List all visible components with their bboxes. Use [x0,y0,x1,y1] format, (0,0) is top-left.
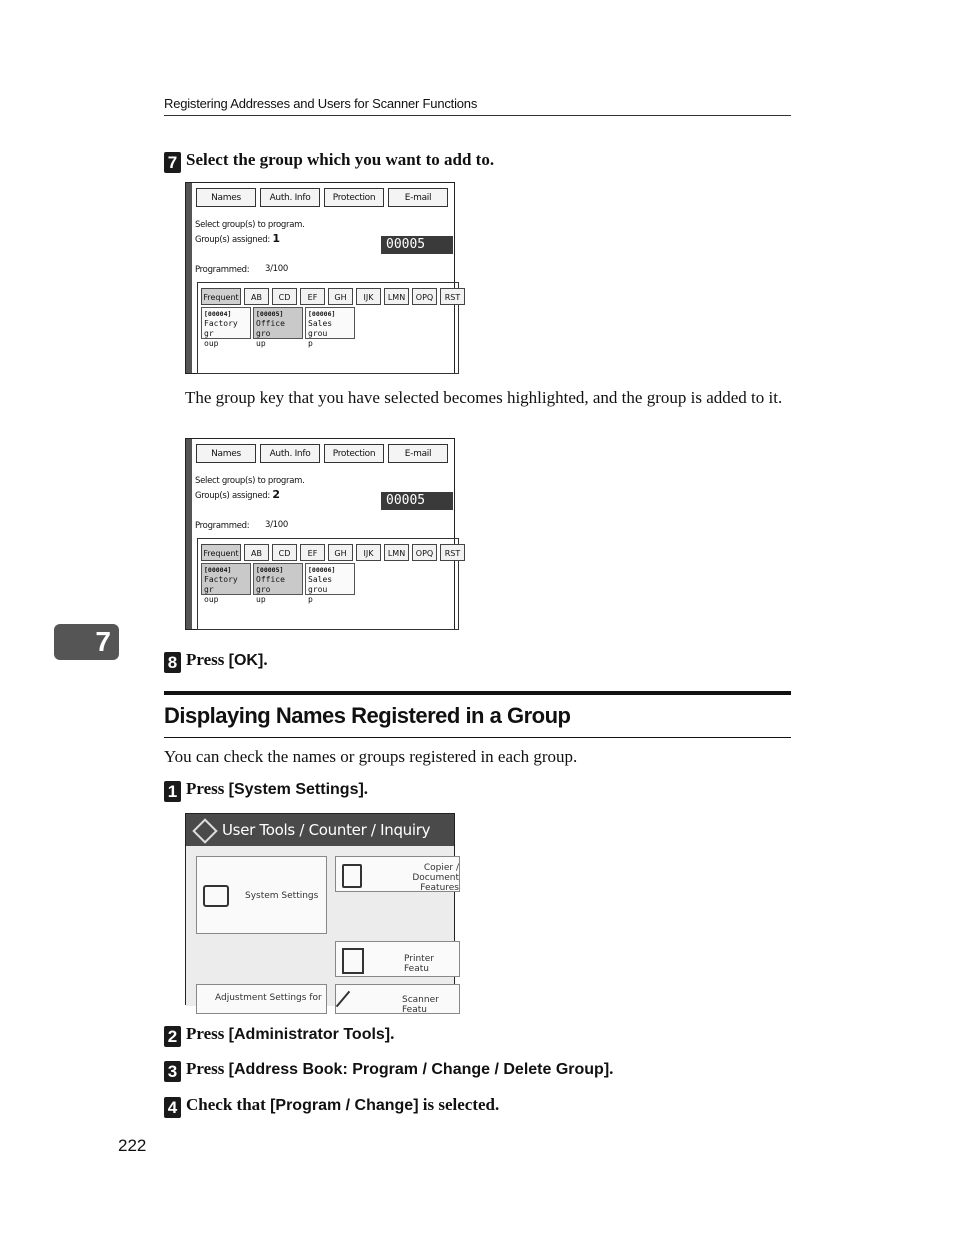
groups-assigned-label: Group(s) assigned: [195,235,270,245]
screenshot-group-select-2 [185,438,461,630]
user-tools-title [186,814,454,846]
group-name-line2: up [256,339,266,348]
step-text: Select the group which you want to add to. [186,150,495,169]
screenshot-group-select-1 [185,182,461,374]
group-id: [00004] [204,566,232,574]
filter-tab-frequent[interactable]: Frequent [201,288,241,305]
step-text: Press [186,1059,229,1078]
group-key-office[interactable] [253,563,303,604]
filter-tab-lmn[interactable]: LMN [384,288,409,305]
filter-tab-cd[interactable]: CD [272,288,297,305]
group-name-line1: Factory gr [204,319,238,338]
step-number: 8 [164,652,181,673]
group-key-office[interactable] [253,307,303,348]
group-name-line1: Sales grou [308,575,333,594]
screenshot-user-tools [185,813,459,1015]
tab-auth-info[interactable]: Auth. Info [260,444,320,463]
step-4 [164,1095,499,1118]
section-title: Displaying Names Registered in a Group [164,703,571,728]
filter-tab-opq[interactable]: OPQ [412,288,437,305]
tab-protection[interactable]: Protection [324,444,384,463]
step-text-end: . [363,779,369,798]
filter-tab-cd[interactable]: CD [272,544,297,561]
group-key-sales[interactable] [305,307,355,348]
instruction-text: Select group(s) to program. [195,476,305,486]
step-number: 7 [164,152,181,173]
filter-tab-ijk[interactable]: IJK [356,288,381,305]
group-name-line2: oup [204,339,219,348]
group-name-line1: Factory gr [204,575,238,594]
step-text-end: . [263,650,268,669]
panel-edge [186,183,192,373]
group-name-line1: Office gro [256,575,285,594]
groups-assigned [195,232,280,245]
group-id: [00005] [256,566,284,574]
filter-tab-ijk[interactable]: IJK [356,544,381,561]
chapter-tab: 7 [54,624,119,660]
printer-label: Printer Featu [404,954,434,974]
filter-tab-ab[interactable]: AB [244,544,269,561]
step-8 [164,650,268,673]
programmed-label: Programmed: [195,521,250,531]
copier-document-features-button[interactable] [335,856,460,892]
copier-label-line2: Features [420,883,459,893]
copier-label-line1: Copier / Document [412,863,459,883]
adjustment-settings-button[interactable] [196,984,327,1014]
instruction-text: Select group(s) to program. [195,220,305,230]
section-rule-top [164,691,791,695]
step-number: 3 [164,1061,181,1082]
step-number: 4 [164,1097,181,1118]
user-tools-body [186,846,459,1015]
group-key-factory[interactable] [201,307,251,348]
running-header: Registering Addresses and Users for Scanner Functions [164,96,478,111]
step-number: 2 [164,1026,181,1047]
programmed-value: 3/100 [265,264,288,274]
step-2 [164,1024,394,1047]
group-name-line1: Office gro [256,319,285,338]
group-key-factory[interactable] [201,563,251,604]
programmed-label: Programmed: [195,265,250,275]
tab-names[interactable]: Names [196,444,256,463]
group-key-sales[interactable] [305,563,355,604]
section-intro: You can check the names or groups registered in each group. [164,747,578,766]
step-text: Press [186,779,229,798]
group-id: [00006] [308,566,336,574]
group-name-line1: Sales grou [308,319,333,338]
printer-icon [342,948,364,974]
group-name-line2: p [308,339,313,348]
key-program-change: [Program / Change] [270,1097,419,1114]
step-text: Press [186,1024,229,1043]
tab-email[interactable]: E-mail [388,188,448,207]
scanner-label: Scanner Featu [402,995,439,1015]
key-address-book-group: [Address Book: Program / Change / Delete Group] [228,1061,610,1078]
step-1 [164,779,368,802]
filter-tab-rst[interactable]: RST [440,544,465,561]
groups-assigned [195,488,280,501]
header-rule [164,115,791,116]
page-number: 222 [118,1136,147,1155]
step-3 [164,1059,613,1082]
key-system-settings: [System Settings] [228,781,364,798]
key-administrator-tools: [Administrator Tools] [228,1026,391,1043]
counter-display: 00005 [381,236,453,254]
filter-tab-ef[interactable]: EF [300,288,325,305]
filter-tab-lmn[interactable]: LMN [384,544,409,561]
tab-protection[interactable]: Protection [324,188,384,207]
groups-assigned-value: 2 [272,488,280,501]
step-number: 1 [164,781,181,802]
tab-auth-info[interactable]: Auth. Info [260,188,320,207]
groups-assigned-label: Group(s) assigned: [195,491,270,501]
system-settings-icon [203,885,229,907]
group-name-line2: oup [204,595,219,604]
group-id: [00005] [256,310,284,318]
step-text: Press [186,650,229,669]
adjustment-label: Adjustment Settings for [215,993,322,1003]
panel-edge [186,439,192,629]
group-id: [00006] [308,310,336,318]
section-rule-bottom [164,737,791,738]
group-name-line2: up [256,595,266,604]
copier-icon [342,864,362,888]
group-id: [00004] [204,310,232,318]
user-tools-title-text: User Tools / Counter / Inquiry [222,821,431,839]
step-text-end: . [609,1059,614,1078]
system-settings-label: System Settings [245,891,319,901]
filter-tab-ab[interactable]: AB [244,288,269,305]
filter-tab-opq[interactable]: OPQ [412,544,437,561]
filter-tab-ef[interactable]: EF [300,544,325,561]
filter-tab-frequent[interactable]: Frequent [201,544,241,561]
programmed-value: 3/100 [265,520,288,530]
tab-names[interactable]: Names [196,188,256,207]
filter-tab-rst[interactable]: RST [440,288,465,305]
counter-display: 00005 [381,492,453,510]
scanner-icon [336,991,350,1008]
group-name-line2: p [308,595,313,604]
copier-label [384,863,459,893]
step-text-end: . [390,1024,395,1043]
system-settings-button[interactable] [196,856,327,934]
step-text: Check that [186,1095,271,1114]
groups-assigned-value: 1 [272,232,280,245]
scanner-features-button[interactable] [335,984,460,1014]
step-7 [164,150,494,173]
printer-features-button[interactable] [335,941,460,977]
result-description: The group key that you have selected becomes highlighted, and the group is added to it. [185,388,783,407]
tab-email[interactable]: E-mail [388,444,448,463]
step-text-end: is selected. [418,1095,500,1114]
filter-tab-gh[interactable]: GH [328,544,353,561]
user-tools-icon [192,818,217,843]
key-ok: [OK] [228,652,264,669]
filter-tab-gh[interactable]: GH [328,288,353,305]
